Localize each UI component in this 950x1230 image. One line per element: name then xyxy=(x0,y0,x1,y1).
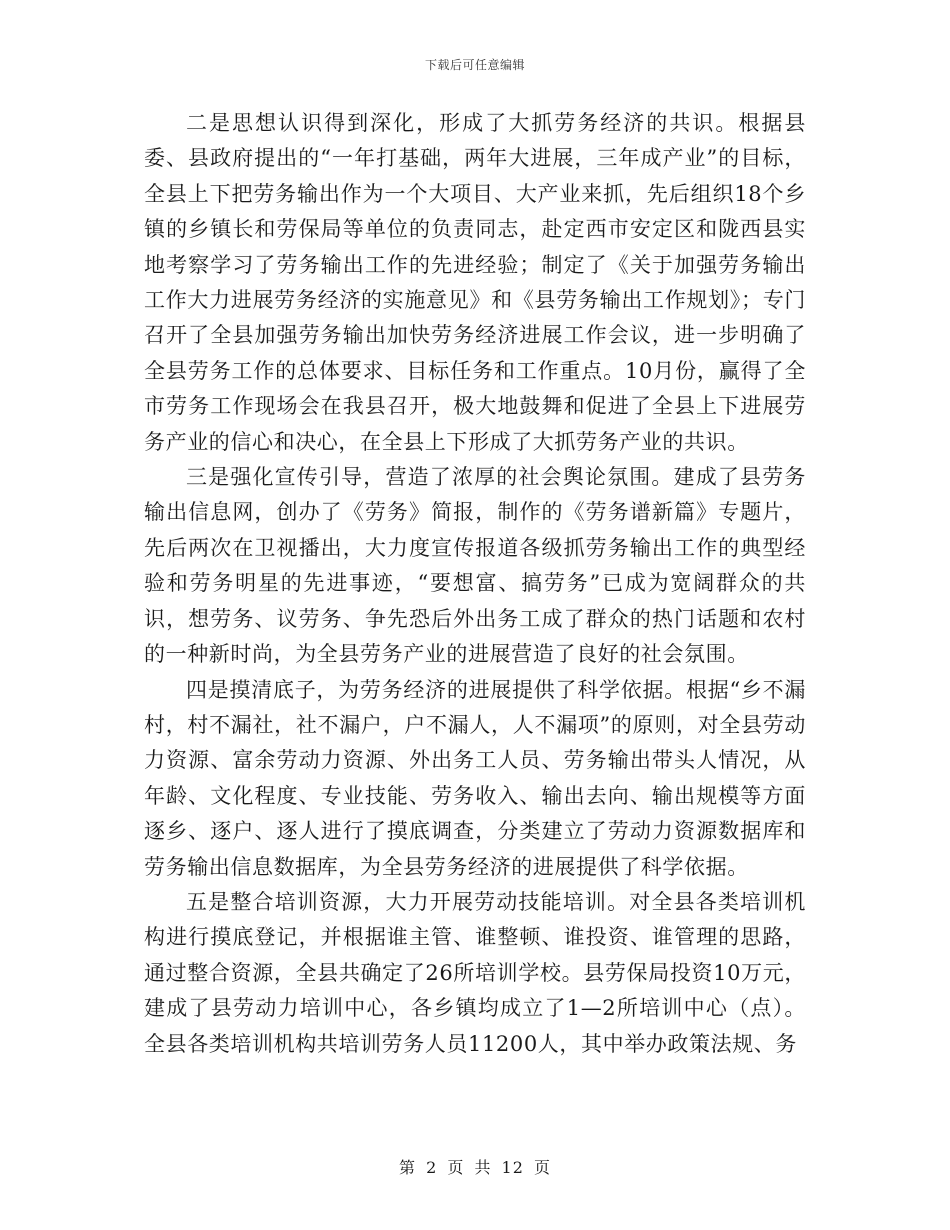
paragraph-3: 三是强化宣传引导，营造了浓厚的社会舆论氛围。建成了县劳务输出信息网，创办了《劳务》简报，制作的《劳务谱新篇》专题片，先后两次在卫视播出，大力度宣传报道各级抓劳务输出工作的典型经验和劳务明星的先进事迹，“要想富、搞劳务”已成为宽阔群众的共识，想劳务、议劳务、争先恐后外出务工成了群众的热门话题和农村的一种新时尚，为全县劳务产业的进展营造了良好的社会氛围。 xyxy=(144,465,806,667)
paragraph-2: 二是思想认识得到深化，形成了大抓劳务经济的共识。根据县委、县政府提出的“一年打基础，两年大进展，三年成产业”的目标，全县上下把劳务输出作为一个大项目、大产业来抓，先后组织18个乡镇的乡镇长和劳保局等单位的负责同志，赴定西市安定区和陇西县实地考察学习了劳务输出工作的先进经验；制定了《关于加强劳务输出工作大力进展劳务经济的实施意见》和《县劳务输出工作规划》；专门召开了全县加强劳务输出加快劳务经济进展工作会议，进一步明确了全县劳务工作的总体要求、目标任务和工作重点。10月份，赢得了全市劳务工作现场会在我县召开，极大地鼓舞和促进了全县上下进展劳务产业的信心和决心，在全县上下形成了大抓劳务产业的共识。 xyxy=(144,111,806,454)
page-number-footer: 第 2 页 共 12 页 xyxy=(399,1158,551,1177)
document-body xyxy=(144,106,806,1062)
paragraph-5: 五是整合培训资源，大力开展劳动技能培训。对全县各类培训机构进行摸底登记，并根据谁主管、谁整顿、谁投资、谁管理的思路，通过整合资源，全县共确定了26所培训学校。县劳保局投资10万元，建成了县劳动力培训中心，各乡镇均成立了1—2所培训中心（点）。全县各类培训机构共培训劳务人员11200人，其中举办政策法规、务 xyxy=(144,889,806,1056)
paragraph-4: 四是摸清底子，为劳务经济的进展提供了科学依据。根据“乡不漏村，村不漏社，社不漏户，户不漏人，人不漏项”的原则，对全县劳动力资源、富余劳动力资源、外出务工人员、劳务输出带头人情况，从年龄、文化程度、专业技能、劳务收入、输出去向、输出规模等方面逐乡、逐户、逐人进行了摸底调查，分类建立了劳动力资源数据库和劳务输出信息数据库，为全县劳务经济的进展提供了科学依据。 xyxy=(144,677,806,879)
page-header-note: 下载后可任意编辑 xyxy=(424,58,525,72)
